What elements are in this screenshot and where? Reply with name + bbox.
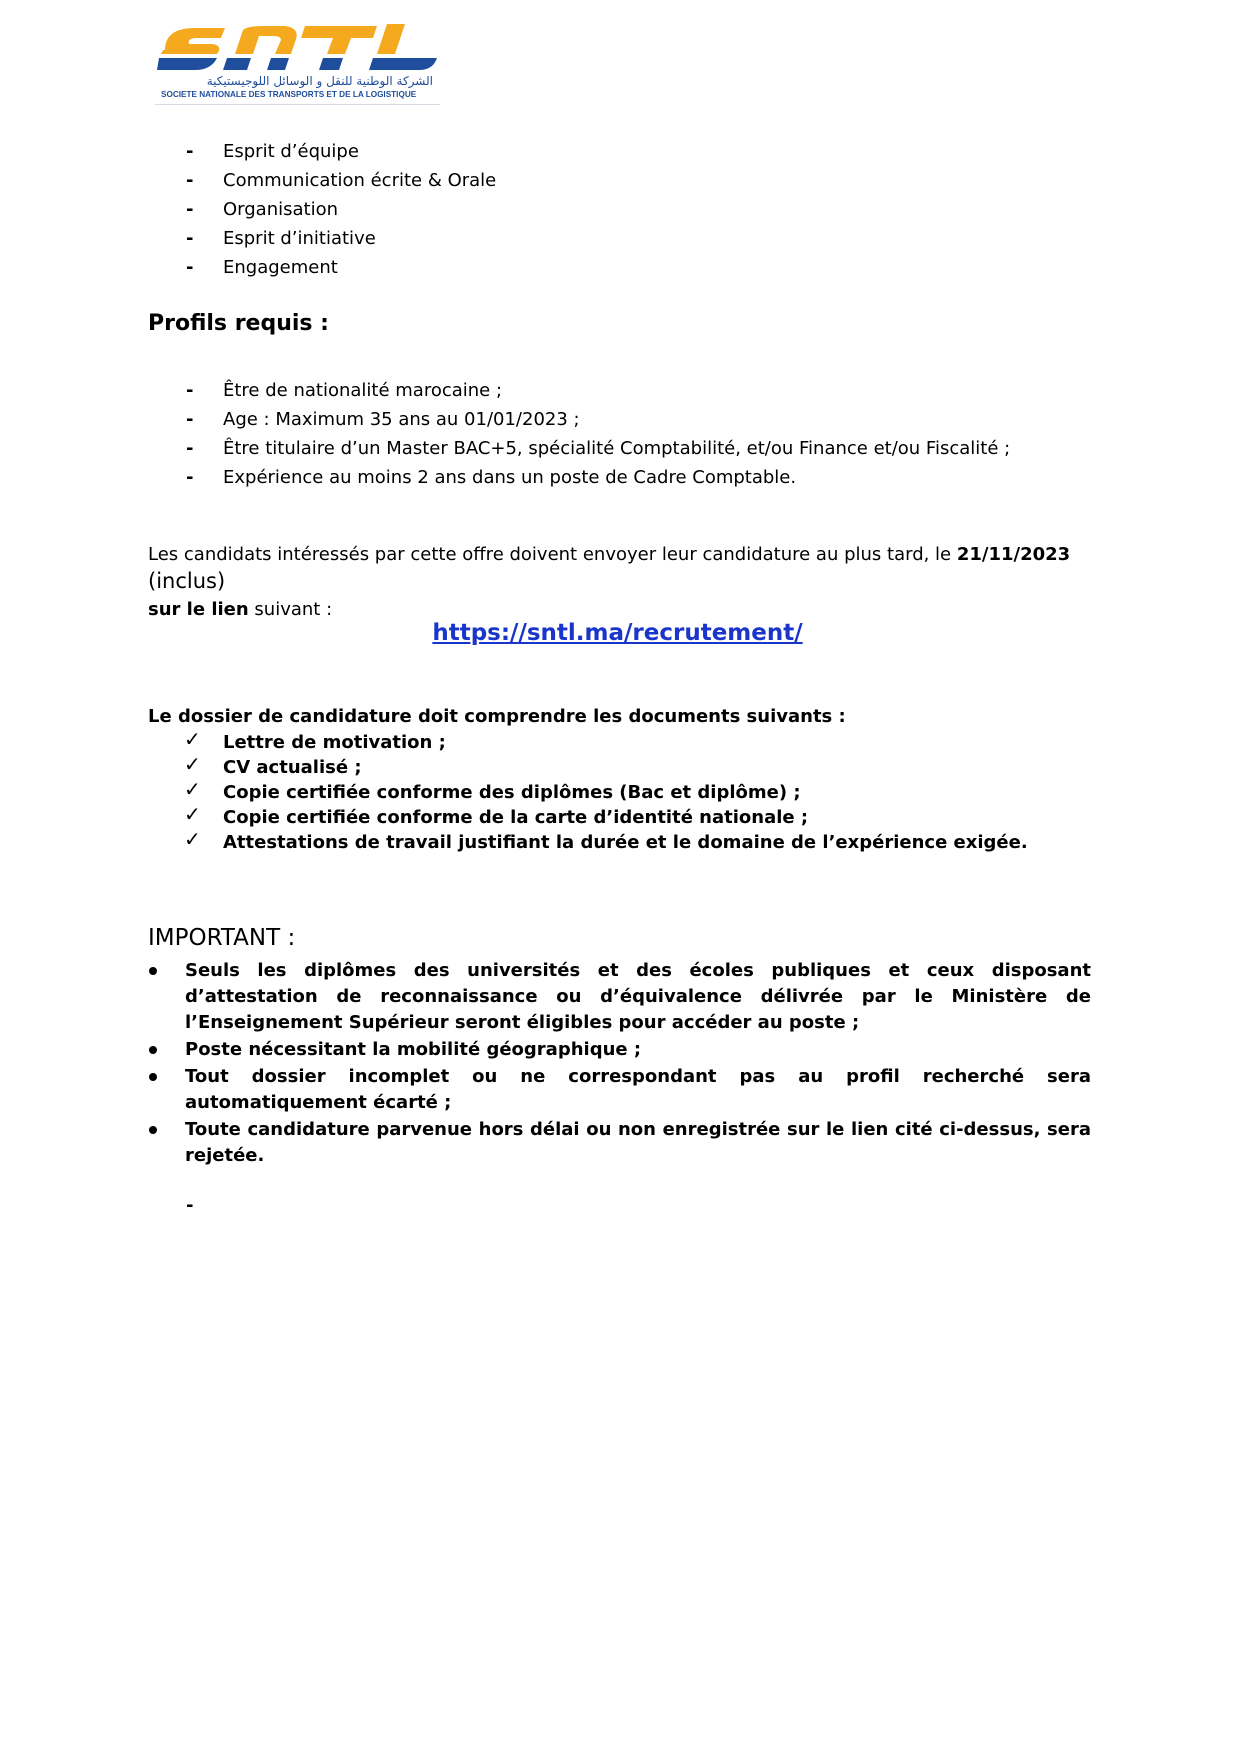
important-label: Seuls les diplômes des universités et des écoles publiques et ceux disposant d’attestation de reconnaissance ou d’équivalence délivrée par le Ministère de l’Enseignement Supérieur seront éligibles pour accéder au poste ;: [185, 960, 1091, 1033]
list-item: [0, 958, 1241, 1036]
important-label: Poste nécessitant la mobilité géographique ;: [185, 1039, 642, 1060]
list-item: [0, 137, 1241, 166]
dossier-label: CV actualisé ;: [223, 757, 362, 778]
dossier-list: [0, 727, 1241, 855]
application-paragraph: [148, 540, 1088, 623]
check-icon: ✓: [184, 727, 201, 751]
list-item: [0, 253, 1241, 282]
important-list: [0, 958, 1241, 1170]
check-icon: ✓: [184, 777, 201, 801]
bullet-icon: [149, 1126, 157, 1134]
skills-list: [0, 137, 1241, 282]
bullet-icon: [149, 1073, 157, 1081]
recruitment-link-text[interactable]: https://sntl.ma/recrutement/: [432, 620, 803, 646]
list-item: [0, 463, 1241, 492]
important-label: Tout dossier incomplet ou ne correspondant pas au profil recherché sera automatiquement écarté ;: [185, 1066, 1091, 1113]
list-item: [0, 1064, 1241, 1116]
check-icon: ✓: [184, 802, 201, 826]
trailing-dash: -: [186, 1195, 194, 1216]
sntl-logo-mark: [155, 20, 440, 74]
important-heading: IMPORTANT :: [148, 925, 296, 951]
list-item: [0, 195, 1241, 224]
skill-label: Communication écrite & Orale: [223, 170, 497, 191]
dash-marker: -: [186, 141, 194, 162]
list-item: [0, 1037, 1241, 1063]
link-phrase: sur le lien: [148, 599, 249, 620]
skill-label: Organisation: [223, 199, 339, 220]
skill-label: Esprit d’initiative: [223, 228, 376, 249]
dossier-label: Lettre de motivation ;: [223, 732, 446, 753]
dash-marker: -: [186, 467, 194, 488]
logo-divider: [155, 104, 440, 105]
dash-marker: -: [186, 438, 194, 459]
dossier-intro: Le dossier de candidature doit comprendre les documents suivants :: [148, 706, 846, 727]
recruitment-link[interactable]: [0, 620, 1241, 646]
dossier-label: Copie certifiée conforme de la carte d’identité nationale ;: [223, 807, 809, 828]
dash-marker: -: [186, 380, 194, 401]
profil-label: Être titulaire d’un Master BAC+5, spécialité Comptabilité, et/ou Finance et/ou Fiscalité ;: [223, 438, 1011, 459]
important-label: Toute candidature parvenue hors délai ou non enregistrée sur le lien cité ci-dessus, sera rejetée.: [185, 1119, 1091, 1166]
dash-marker: -: [186, 228, 194, 249]
profils-heading: Profils requis :: [148, 311, 329, 336]
skill-label: Esprit d’équipe: [223, 141, 359, 162]
check-icon: ✓: [184, 752, 201, 776]
bullet-icon: [149, 967, 157, 975]
sntl-logo: [155, 20, 440, 108]
application-suffix: suivant :: [248, 599, 333, 620]
application-text: Les candidats intéressés par cette offre doivent envoyer leur candidature au plus tard, le: [148, 544, 957, 565]
skill-label: Engagement: [223, 257, 338, 278]
list-item: [0, 224, 1241, 253]
list-item: [0, 1117, 1241, 1169]
logo-arabic-name: الشركة الوطنية للنقل و الوسائل اللوجيستيكية: [206, 74, 433, 88]
list-item: [0, 376, 1241, 405]
list-item: [0, 434, 1241, 463]
dash-marker: -: [186, 409, 194, 430]
logo-company-name: SOCIETE NATIONALE DES TRANSPORTS ET DE LA LOGISTIQUE: [161, 90, 417, 99]
dash-marker: -: [186, 199, 194, 220]
dash-marker: -: [186, 257, 194, 278]
dash-marker: -: [186, 170, 194, 191]
profil-label: Expérience au moins 2 ans dans un poste de Cadre Comptable.: [223, 467, 797, 488]
list-item: [0, 405, 1241, 434]
profil-label: Être de nationalité marocaine ;: [223, 380, 503, 401]
dossier-label: Copie certifiée conforme des diplômes (Bac et diplôme) ;: [223, 782, 801, 803]
deadline-date: 21/11/2023: [956, 544, 1071, 565]
profil-label: Age : Maximum 35 ans au 01/01/2023 ;: [223, 409, 580, 430]
list-item: [0, 166, 1241, 195]
inclus-note: (inclus): [148, 569, 226, 593]
bullet-icon: [149, 1046, 157, 1054]
check-icon: ✓: [184, 827, 201, 851]
list-item: [0, 827, 1241, 855]
dossier-label: Attestations de travail justifiant la durée et le domaine de l’expérience exigée.: [223, 832, 1028, 853]
profils-list: [0, 376, 1241, 492]
